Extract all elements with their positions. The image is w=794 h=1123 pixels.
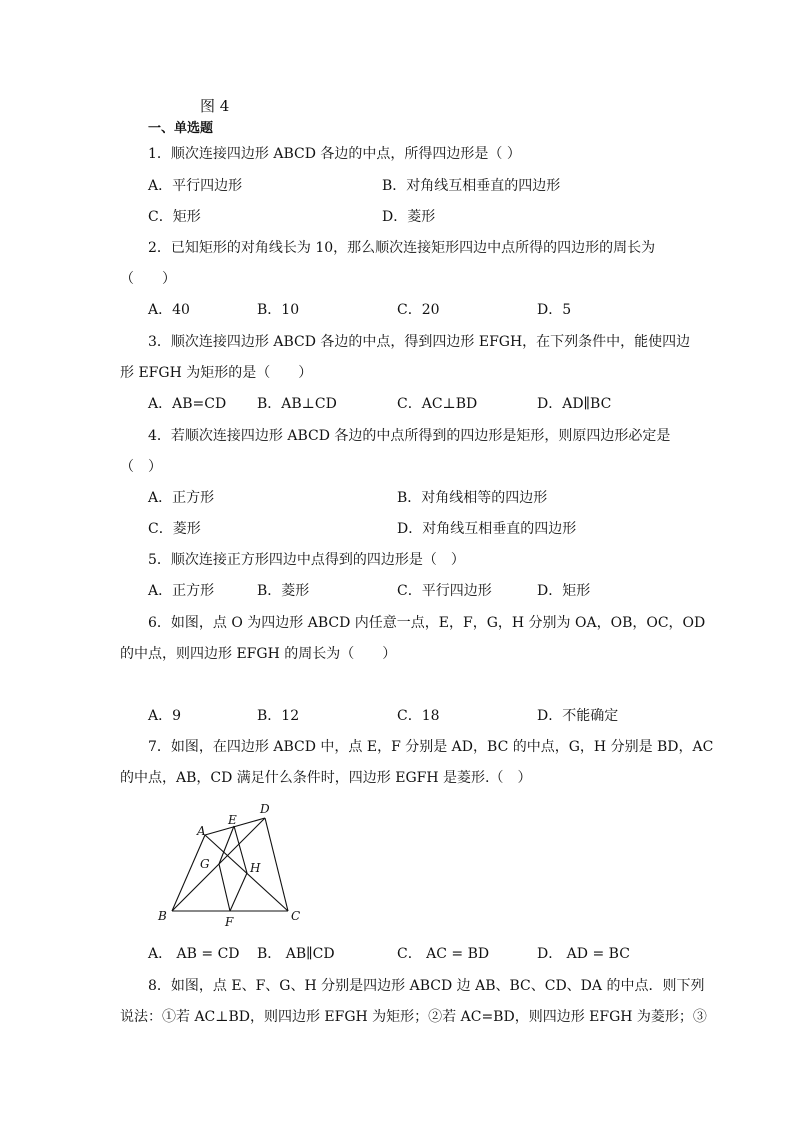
point-label-f: F: [225, 915, 234, 929]
question-1-option-b[interactable]: B．对角线互相垂直的四边形: [382, 178, 561, 194]
question-2-option-d[interactable]: D．5: [537, 302, 572, 318]
point-label-c: C: [291, 909, 301, 923]
point-label-e: E: [228, 813, 237, 827]
point-label-b: B: [158, 909, 167, 923]
question-5-option-d[interactable]: D．矩形: [537, 583, 591, 599]
question-6-stem: 6．如图，点 O 为四边形 ABCD 内任意一点，E，F，G，H 分别为 OA，OB，OC，OD: [148, 615, 706, 631]
question-2-option-a[interactable]: A．40: [148, 302, 190, 318]
question-6-stem-cont: 的中点，则四边形 EFGH 的周长为（ ）: [120, 646, 397, 662]
question-8-stem: 8．如图，点 E、F、G、H 分别是四边形 ABCD 边 AB、BC、CD、DA 的中点．则下列: [148, 978, 705, 994]
edge-ab: [172, 835, 205, 911]
question-4-option-b[interactable]: B．对角线相等的四边形: [397, 490, 548, 506]
question-7-stem-cont: 的中点，AB，CD 满足什么条件时，四边形 EGFH 是菱形.（ ）: [120, 770, 532, 786]
question-2-stem: 2．已知矩形的对角线长为 10，那么顺次连接矩形四边中点所得的四边形的周长为: [148, 240, 656, 256]
question-3-stem-cont: 形 EFGH 为矩形的是（ ）: [120, 365, 313, 381]
question-2-option-c[interactable]: C．20: [397, 302, 440, 318]
question-4-stem: 4．若顺次连接四边形 ABCD 各边的中点所得到的四边形是矩形，则原四边形必定是: [148, 428, 671, 444]
question-6-option-d[interactable]: D．不能确定: [537, 708, 619, 724]
point-label-h: H: [250, 861, 261, 875]
point-label-g: G: [200, 857, 210, 871]
question-7-stem: 7．如图，在四边形 ABCD 中，点 E，F 分别是 AD，BC 的中点，G，H 分别是 BD，AC: [148, 739, 714, 755]
question-7-option-b[interactable]: B． AB∥CD: [257, 946, 335, 962]
section-title: 一、单选题: [148, 121, 214, 136]
question-6-option-a[interactable]: A．9: [148, 708, 182, 724]
question-3-option-d[interactable]: D．AD∥BC: [537, 396, 612, 412]
question-3-option-a[interactable]: A．AB=CD: [148, 396, 227, 412]
figure-label: 图 4: [200, 97, 230, 115]
figure-7-quadrilateral-diagram: [150, 798, 310, 930]
question-1-option-a[interactable]: A．平行四边形: [148, 178, 243, 194]
point-label-a: A: [197, 824, 206, 838]
segment-eg: [219, 826, 234, 864]
question-4-stem-cont: （ ）: [120, 459, 162, 475]
question-6-option-c[interactable]: C．18: [397, 708, 440, 724]
question-3-option-c[interactable]: C．AC⊥BD: [397, 396, 478, 412]
question-4-option-a[interactable]: A．正方形: [148, 490, 215, 506]
question-5-option-a[interactable]: A．正方形: [148, 583, 215, 599]
question-2-option-b[interactable]: B．10: [257, 302, 300, 318]
question-1-option-c[interactable]: C．矩形: [148, 209, 201, 225]
segment-he: [234, 826, 247, 873]
question-5-stem: 5．顺次连接正方形四边中点得到的四边形是（ ）: [148, 552, 465, 568]
question-7-option-a[interactable]: A． AB = CD: [148, 946, 240, 962]
question-1-stem: 1．顺次连接四边形 ABCD 各边的中点，所得四边形是（ ）: [148, 146, 521, 162]
edge-cd: [265, 818, 288, 911]
point-label-d: D: [260, 802, 270, 816]
segment-gf: [219, 864, 230, 911]
question-1-option-d[interactable]: D．菱形: [382, 209, 436, 225]
question-7-option-d[interactable]: D． AD = BC: [537, 946, 630, 962]
question-5-option-c[interactable]: C．平行四边形: [397, 583, 492, 599]
question-3-option-b[interactable]: B．AB⊥CD: [257, 396, 337, 412]
question-4-option-d[interactable]: D．对角线互相垂直的四边形: [397, 521, 577, 537]
question-3-stem: 3．顺次连接四边形 ABCD 各边的中点，得到四边形 EFGH，在下列条件中，能使四边: [148, 334, 691, 350]
question-7-option-c[interactable]: C． AC = BD: [397, 946, 490, 962]
segment-fh: [230, 873, 247, 911]
question-2-stem-cont: （ ）: [120, 271, 176, 287]
question-4-option-c[interactable]: C．菱形: [148, 521, 201, 537]
question-8-stem-cont: 说法：①若 AC⊥BD，则四边形 EFGH 为矩形；②若 AC=BD，则四边形 EFGH 为菱形；③: [120, 1009, 707, 1025]
question-6-option-b[interactable]: B．12: [257, 708, 300, 724]
question-5-option-b[interactable]: B．菱形: [257, 583, 310, 599]
